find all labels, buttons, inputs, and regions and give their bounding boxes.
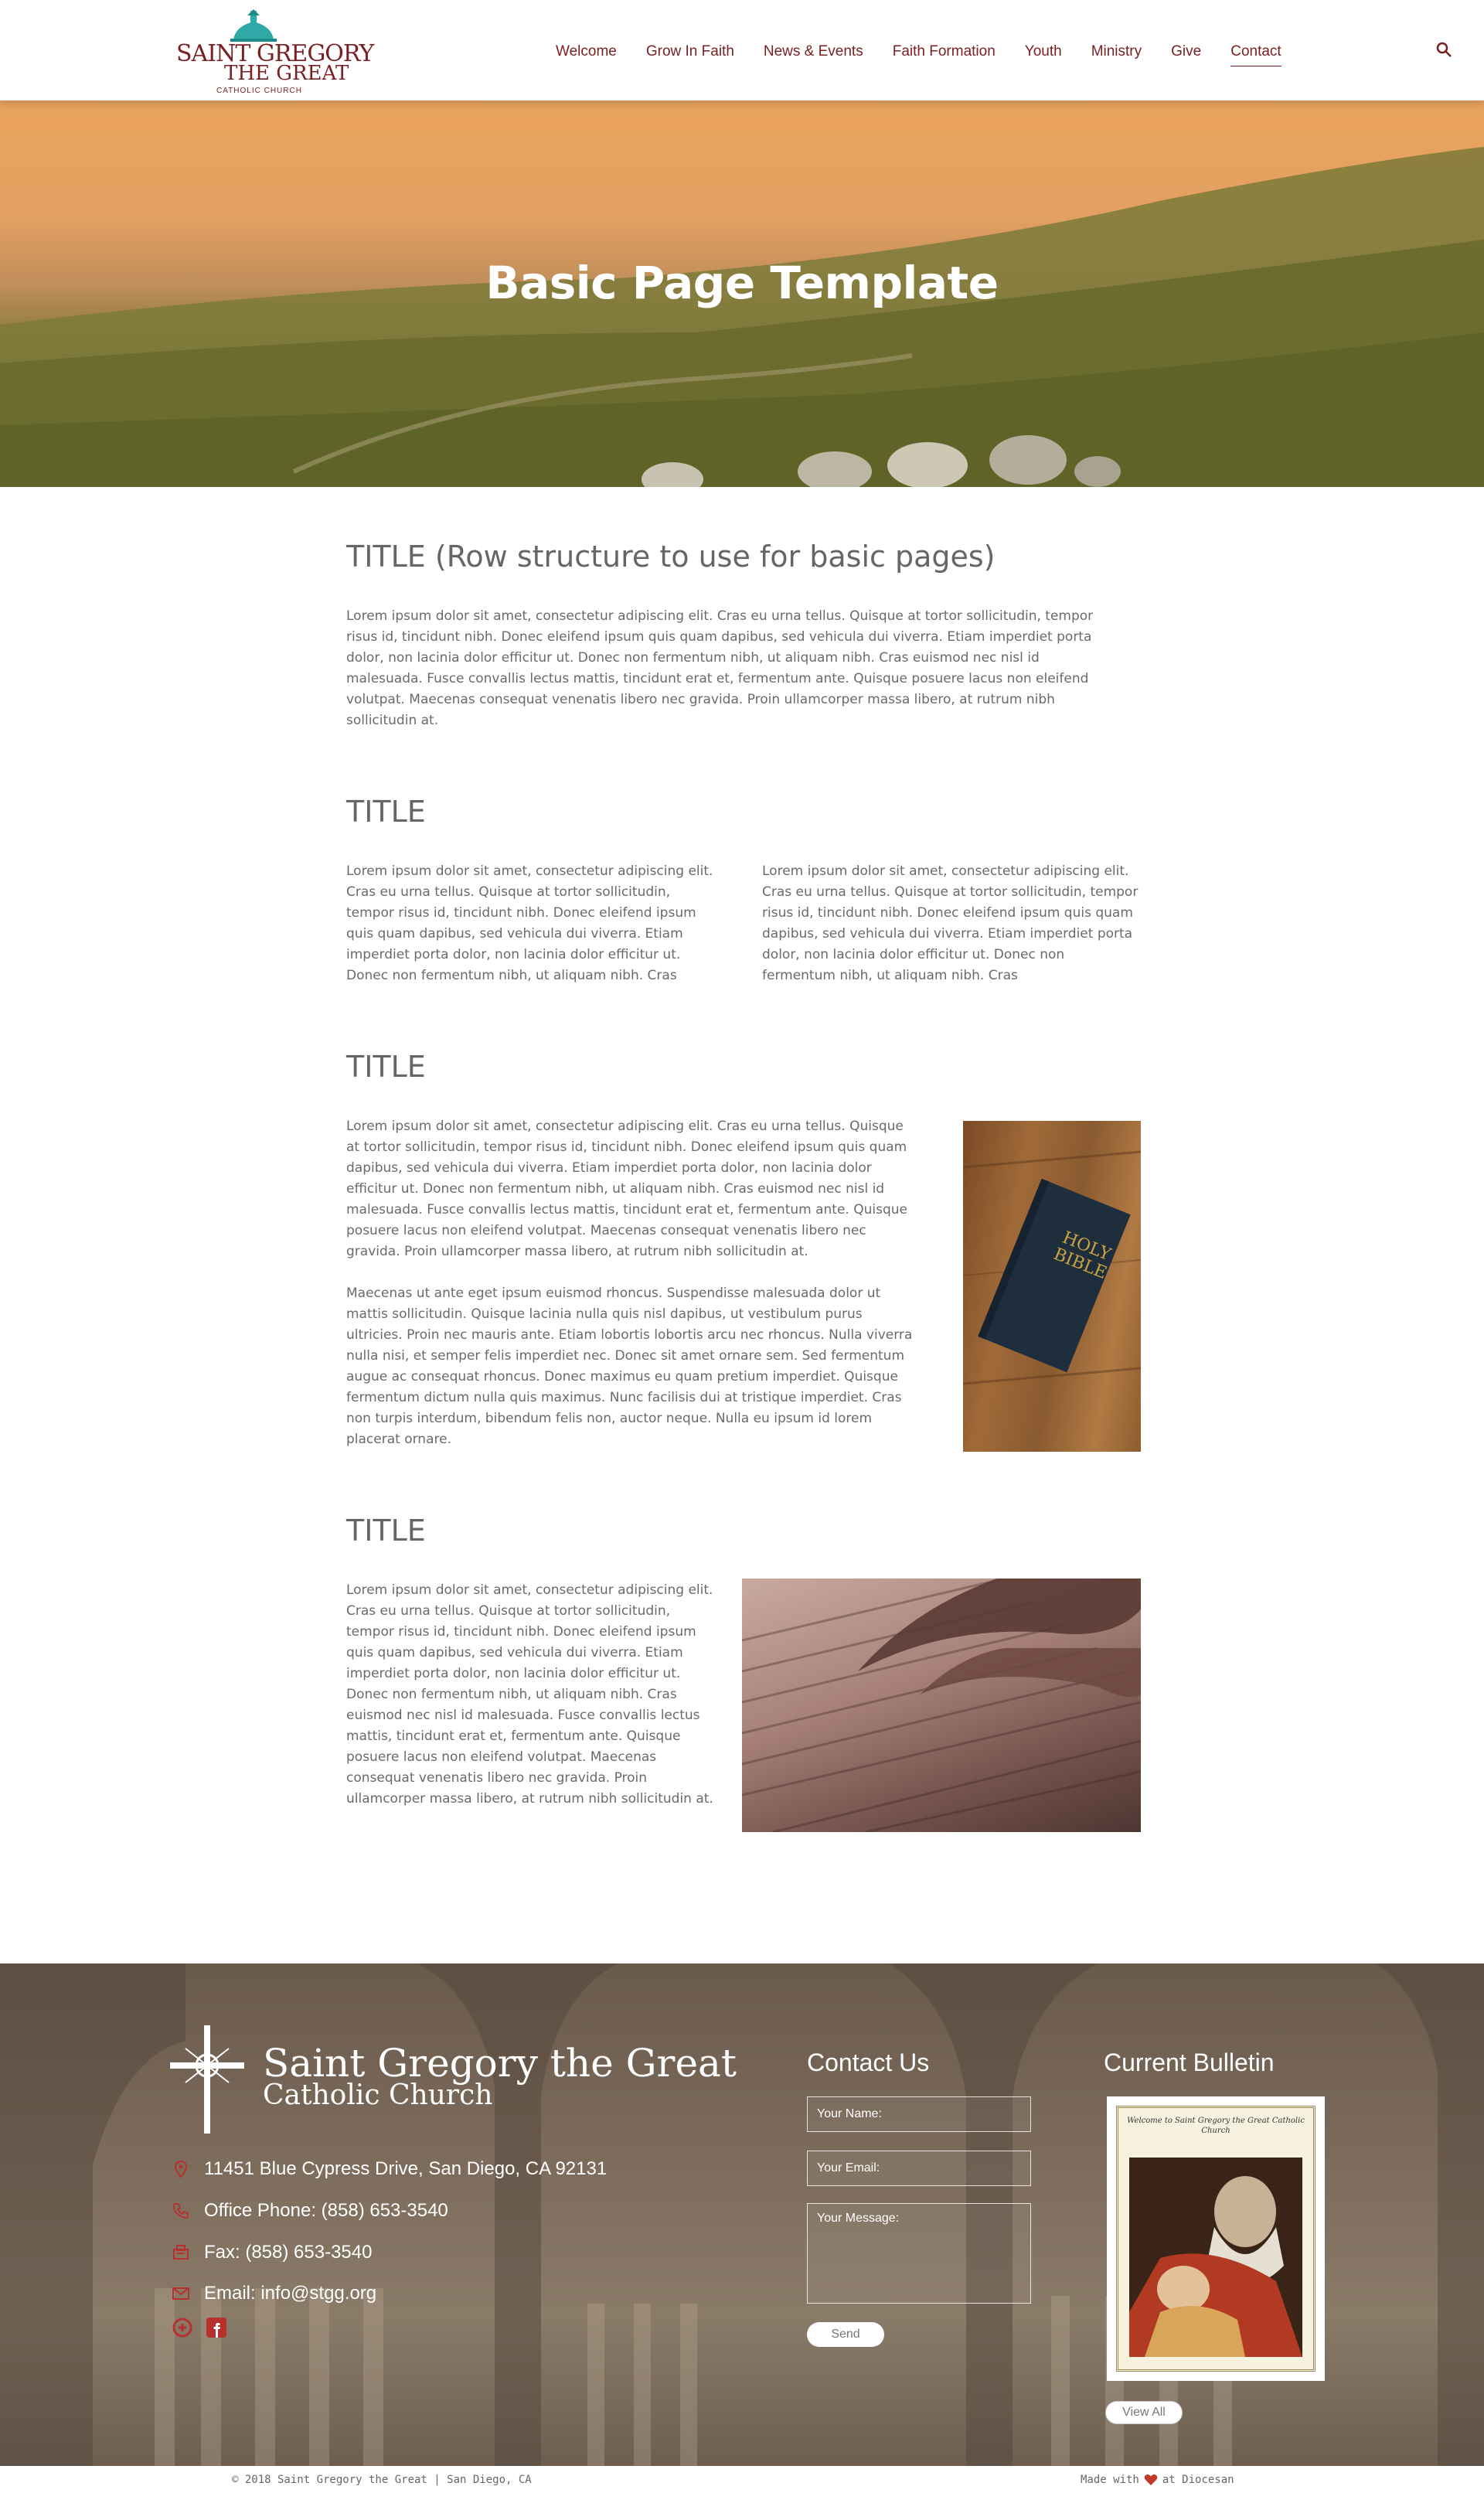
bulletin-thumbnail[interactable] xyxy=(1107,2096,1325,2381)
social-links xyxy=(172,2317,227,2338)
footer-address: 11451 Blue Cypress Drive, San Diego, CA 92131 xyxy=(172,2158,607,2180)
copyright-text: © 2018 Saint Gregory the Great | San Diego, CA xyxy=(232,2474,532,2486)
site-header xyxy=(0,0,1484,100)
pages-text: Lorem ipsum dolor sit amet, consectetur adipiscing elit. Cras eu urna tellus. Quisque at tortor sollicitudin, tempor risus id, tincidunt nibh. Donec eleifend ipsum quis quam dapibus, sed vehicula dui viverra. Etiam imperdiet porta dolor, non lacinia dolor efficitur ut. Donec non fermentum nibh, ut aliquam nibh. Cras euismod nec nisl id malesuada. Fusce convallis lectus mattis, tincidunt erat et, fermentum ante. Quisque posuere lacus non eleifend volutpat. Maecenas consequat venenatis libero nec gravida. Proin ullamcorper massa libero, at rutrum nibh sollicitudin at. xyxy=(346,1582,713,1807)
search-icon[interactable] xyxy=(1435,40,1453,59)
main-nav xyxy=(541,40,1296,68)
bible-cover-text: HOLY BIBLE xyxy=(1050,1228,1114,1284)
two-col-left-text: Lorem ipsum dolor sit amet, consectetur adipiscing elit. Cras eu urna tellus. Quisque at tortor sollicitudin, tempor risus id, tincidunt nibh. Donec eleifend ipsum quis quam dapibus, sed vehicula dui viverra. Etiam imperdiet porta dolor, non lacinia dolor efficitur ut. Donec non fermentum nibh, ut aliquam nibh. Cras xyxy=(346,863,713,983)
view-all-button[interactable]: View All xyxy=(1105,2401,1183,2424)
church-logo[interactable] xyxy=(176,6,374,96)
footer-fax: Fax: (858) 653-3540 xyxy=(172,2242,372,2263)
logo-line3: CATHOLIC CHURCH xyxy=(216,87,302,95)
nav-faith-formation[interactable]: Faith Formation xyxy=(892,43,996,60)
two-col-right-text: Lorem ipsum dolor sit amet, consectetur adipiscing elit. Cras eu urna tellus. Quisque at tortor sollicitudin, tempor risus id, tincidunt nibh. Donec eleifend ipsum quis quam dapibus, sed vehicula dui viverra. Etiam imperdiet porta dolor, non lacinia dolor efficitur ut. Donec non fermentum nibh, ut aliquam nibh. Cras xyxy=(762,863,1139,983)
facebook-icon[interactable] xyxy=(206,2317,227,2338)
footer-phone[interactable]: Office Phone: (858) 653-3540 xyxy=(172,2200,448,2222)
bottom-bar xyxy=(0,2466,1484,2493)
logo-line2: THE GREAT xyxy=(224,62,349,85)
footer-church-name: Saint Gregory the Great xyxy=(263,2041,737,2086)
footer-church-subtitle: Catholic Church xyxy=(263,2079,493,2111)
section-bible-title: TITLE xyxy=(346,1050,426,1084)
envelope-icon xyxy=(172,2284,190,2303)
nav-news-events[interactable]: News & Events xyxy=(763,43,863,60)
hero-banner xyxy=(0,100,1484,487)
nav-welcome[interactable]: Welcome xyxy=(556,43,617,60)
credits-text[interactable]: Made with at Diocesan xyxy=(1081,2474,1234,2486)
heart-icon xyxy=(1144,2474,1158,2486)
bulletin-header-text: Welcome to Saint Gregory the Great Catholic Church xyxy=(1127,2117,1305,2135)
contact-email-input[interactable] xyxy=(807,2151,1031,2186)
section-main-text: Lorem ipsum dolor sit amet, consectetur adipiscing elit. Cras eu urna tellus. Quisque at tortor sollicitudin, tempor risus id, tincidunt nibh. Donec eleifend ipsum quis quam dapibus, sed vehicula dui viverra. Etiam imperdiet porta dolor, non lacinia dolor efficitur ut. Donec non fermentum nibh, ut aliquam nibh. Cras euismod nec nisl id malesuada. Fusce convallis lectus mattis, tincidunt erat et, fermentum ante. Quisque posuere lacus non eleifend volutpat. Maecenas consequat venenatis libero nec gravida. Proin ullamcorper massa libero, at rutrum nibh sollicitudin at. xyxy=(346,608,1094,728)
nav-grow-in-faith[interactable]: Grow In Faith xyxy=(645,43,734,60)
bible-text-p1: Lorem ipsum dolor sit amet, consectetur adipiscing elit. Cras eu urna tellus. Quisque at tortor sollicitudin, tempor risus id, tincidunt nibh. Donec eleifend ipsum quis quam dapibus, sed vehicula dui viverra. Etiam imperdiet porta dolor, non lacinia dolor efficitur ut. Donec non fermentum nibh, ut aliquam nibh. Cras euismod nec nisl id malesuada. Fusce convallis lectus mattis, tincidunt erat et, fermentum ante. Quisque posuere lacus non eleifend volutpat. Maecenas consequat venenatis libero nec gravida. Proin ullamcorper massa libero, at rutrum nibh sollicitudin at. xyxy=(346,1119,907,1259)
cross-icon xyxy=(170,2025,244,2134)
section-two-col-title: TITLE xyxy=(346,795,426,829)
contact-message-input[interactable] xyxy=(807,2203,1031,2304)
holy-bible-image xyxy=(963,1121,1141,1452)
saint-gregory-painting xyxy=(1129,2158,1302,2357)
section-pages-title: TITLE xyxy=(346,1514,426,1548)
contact-name-input[interactable] xyxy=(807,2096,1031,2132)
logo-line1: SAINT GREGORY xyxy=(176,40,374,67)
section-main-title: TITLE (Row structure to use for basic pages) xyxy=(346,540,996,574)
bible-text-p2: Maecenas ut ante eget ipsum euismod rhoncus. Suspendisse malesuada dolor ut mattis sollicitudin. Quisque lacinia nulla quis nisl dapibus, ut vestibulum purus ultricies. Proin nec mauris ante. Etiam lobortis lobortis arcu nec rhoncus. Nulla viverra nulla nisi, et semper felis imperdiet nec. Donec sit amet ornare sem. Sed fermentum augue ac consequat rhoncus. Donec maximus eu quam pretium imperdiet. Quisque fermentum dictum nulla quis maximus. Nunc facilisis dui at tristique imperdiet. Cras non turpis interdum, bibendum felis non, auctor neque. Nulla eu ipsum id lorem placerat ornare. xyxy=(346,1286,913,1447)
send-button[interactable]: Send xyxy=(807,2322,884,2347)
nav-youth[interactable]: Youth xyxy=(1024,43,1062,60)
map-pin-icon xyxy=(172,2160,190,2178)
footer-email[interactable]: Email: info@stgg.org xyxy=(172,2283,376,2304)
flocknote-icon[interactable] xyxy=(172,2317,193,2338)
nav-ministry[interactable]: Ministry xyxy=(1091,43,1142,60)
bible-pages-hand-image xyxy=(742,1579,1141,1832)
contact-us-heading: Contact Us xyxy=(807,2049,930,2076)
hero-title: Basic Page Template xyxy=(485,257,999,309)
fax-icon xyxy=(172,2243,190,2262)
current-bulletin-heading: Current Bulletin xyxy=(1104,2049,1275,2076)
phone-icon xyxy=(172,2202,190,2220)
nav-contact[interactable]: Contact xyxy=(1216,40,1295,68)
church-dome-icon xyxy=(227,9,280,43)
nav-give[interactable]: Give xyxy=(1171,43,1202,60)
